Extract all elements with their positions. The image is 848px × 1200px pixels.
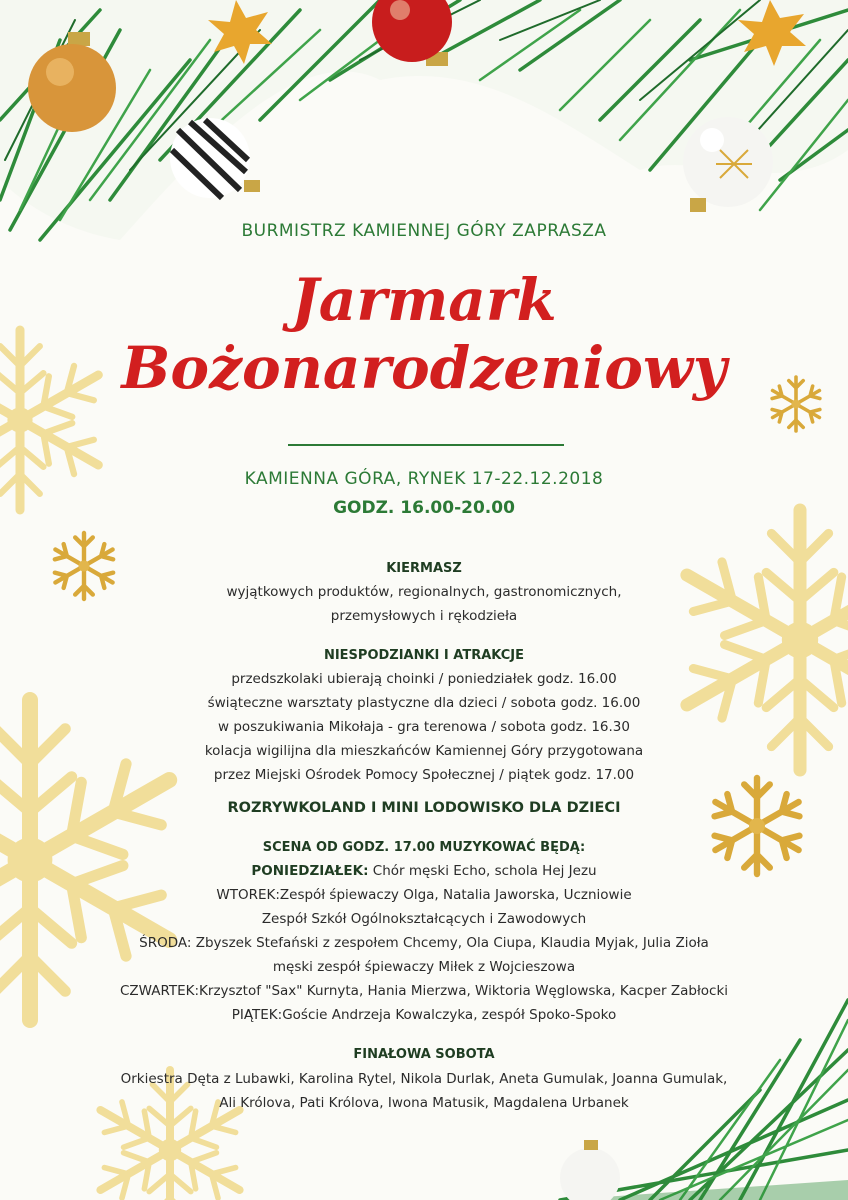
kiermasz-line-1: wyjątkowych produktów, regionalnych, gastronomicznych, [226,584,622,600]
attraction-line-4: kolacja wigilijna dla mieszkańców Kamiennej Góry przygotowana [204,743,644,759]
finale-line-2: Ali Królova, Pati Królova, Iwona Matusik, Magdalena Urbanek [219,1095,629,1111]
invitation-line: BURMISTRZ KAMIENNEJ GÓRY ZAPRASZA [241,221,607,241]
opening-hours: GODZ. 16.00-20.00 [333,498,515,518]
scena-wednesday-1: ŚRODA: Zbyszek Stefański z zespołem Chcemy, Ola Ciupa, Klaudia Myjak, Julia Zioła [139,935,709,951]
scena-heading: SCENA OD GODZ. 17.00 MUZYKOWAĆ BĘDĄ: [262,840,586,855]
scena-wednesday-2: męski zespół śpiewaczy Miłek z Wojcieszowa [272,959,576,975]
finale-heading: FINAŁOWA SOBOTA [353,1047,495,1062]
scena-monday-text: Chór męski Echo, schola Hej Jezu [368,863,597,879]
rozrywkoland-heading: ROZRYWKOLAND I MINI LODOWISKO DLA DZIECI [227,800,621,816]
attractions-heading: NIESPODZIANKI I ATRAKCJE [323,648,525,663]
attraction-line-1: przedszkolaki ubierają choinki / poniedziałek godz. 16.00 [231,671,617,687]
scena-tuesday-2: Zespół Szkół Ogólnokształcących i Zawodowych [261,911,587,927]
title-line-2: Bożonarodzeniowy [121,334,727,402]
attraction-line-2: świąteczne warsztaty plastyczne dla dzieci / sobota godz. 16.00 [207,695,641,711]
divider-line [288,444,564,446]
title-line-1: Jarmark [291,266,557,334]
kiermasz-line-2: przemysłowych i rękodzieła [330,608,518,624]
finale-line-1: Orkiestra Dęta z Lubawki, Karolina Rytel, Nikola Durlak, Aneta Gumulak, Joanna Gumulak, [120,1071,728,1087]
scena-monday-label: PONIEDZIAŁEK: [251,863,369,879]
attraction-line-5: przez Miejski Ośrodek Pomocy Społecznej / piątek godz. 17.00 [213,767,635,783]
scena-tuesday-1: WTOREK:Zespół śpiewaczy Olga, Natalia Jaworska, Uczniowie [216,887,632,903]
kiermasz-heading: KIERMASZ [386,561,462,576]
attraction-line-3: w poszukiwania Mikołaja - gra terenowa / sobota godz. 16.30 [218,719,630,735]
scena-friday: PIĄTEK:Goście Andrzeja Kowalczyka, zespół Spoko-Spoko [231,1007,617,1023]
place-date: KAMIENNA GÓRA, RYNEK 17-22.12.2018 [244,469,604,489]
scena-thursday: CZWARTEK:Krzysztof "Sax" Kurnyta, Hania Mierzwa, Wiktoria Węglowska, Kacper Zabłocki [119,983,729,999]
scena-monday [0,863,848,879]
